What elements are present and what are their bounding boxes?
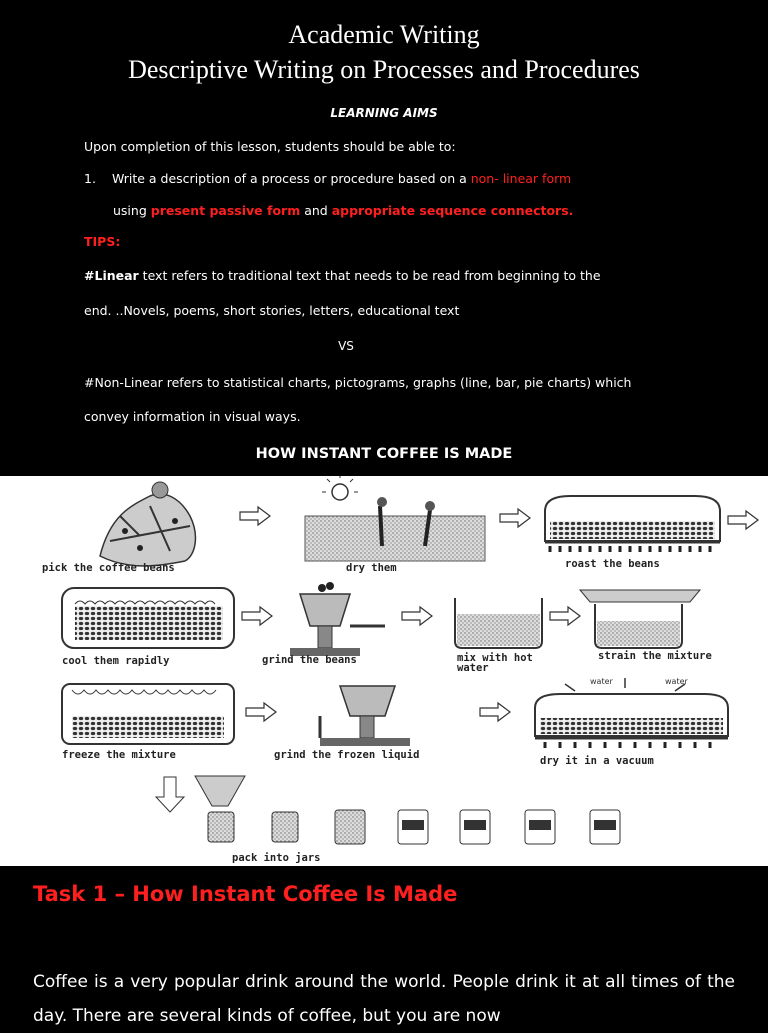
aim-item-1-line-2 xyxy=(113,203,573,218)
freeze-mixture-illustration xyxy=(62,684,234,744)
aim-item-1 xyxy=(84,171,571,186)
step-freeze-mixture: freeze the mixture xyxy=(62,749,176,761)
step-vacuum-dry: dry it in a vacuum xyxy=(540,755,654,767)
strain-mixture-illustration xyxy=(580,590,700,648)
aim-item-text: Write a description of a process or procedure based on a xyxy=(111,171,471,186)
process-illustrations xyxy=(0,476,768,866)
aims-intro: Upon completion of this lesson, students should be able to: xyxy=(84,139,456,154)
grinder-illustration xyxy=(290,582,385,656)
coffee-process-diagram xyxy=(0,476,768,866)
step-grind-frozen: grind the frozen liquid xyxy=(274,749,420,761)
step-roast-beans: roast the beans xyxy=(565,558,660,570)
tip-linear-line-1 xyxy=(84,268,601,283)
water-label-1: water xyxy=(590,677,613,686)
tips-heading: TIPS: xyxy=(84,234,121,249)
linear-label: #Linear xyxy=(84,268,139,283)
page-title: Academic Writing xyxy=(288,20,480,49)
versus-label: VS xyxy=(338,339,354,353)
pack-jars-illustration xyxy=(195,776,620,844)
step-strain-mixture: strain the mixture xyxy=(598,650,712,662)
step-grind-beans: grind the beans xyxy=(262,654,357,666)
diagram-heading: HOW INSTANT COFFEE IS MADE xyxy=(255,446,513,462)
aim-highlight-passive: present passive form xyxy=(150,203,301,218)
mix-water-illustration xyxy=(455,598,542,648)
page-subtitle: Descriptive Writing on Processes and Procedures xyxy=(128,55,640,84)
vacuum-dry-illustration xyxy=(535,677,728,748)
aim-item-number: 1. xyxy=(84,171,96,186)
tip-nonlinear-line-1: #Non-Linear refers to statistical charts, pictograms, graphs (line, bar, pie charts) which xyxy=(84,375,632,390)
task-paragraph: Coffee is a very popular drink around the world. People drink it at all times of the day. There are several kinds of coffee, but you are now xyxy=(33,972,735,1026)
aim-highlight-nonlinear: non- linear form xyxy=(470,171,572,186)
pick-beans-illustration xyxy=(100,482,195,566)
linear-text: text refers to traditional text that needs to be read from beginning to the xyxy=(138,268,601,283)
step-pack-jars: pack into jars xyxy=(232,852,321,864)
aim-text-and: and xyxy=(300,203,332,218)
step-mix-water-line-1: mix with hot xyxy=(457,652,533,664)
aim-text-using: using xyxy=(113,203,151,218)
step-mix-water-line-2: water xyxy=(457,662,489,674)
step-cool-beans: cool them rapidly xyxy=(62,655,170,667)
step-pick-beans: pick the coffee beans xyxy=(42,562,175,574)
learning-aims-heading: LEARNING AIMS xyxy=(330,106,438,120)
aim-highlight-connectors: appropriate sequence connectors. xyxy=(331,203,574,218)
cool-beans-illustration xyxy=(62,588,234,648)
water-label-2: water xyxy=(665,677,688,686)
dry-beans-illustration xyxy=(305,476,485,561)
tip-linear-line-2: end. ..Novels, poems, short stories, letters, educational text xyxy=(84,303,460,318)
grind-frozen-illustration xyxy=(320,686,410,746)
tip-nonlinear-line-2: convey information in visual ways. xyxy=(84,409,301,424)
step-dry-them: dry them xyxy=(346,562,397,574)
task-title: Task 1 – How Instant Coffee Is Made xyxy=(33,882,458,906)
intro-section xyxy=(0,0,768,476)
roast-beans-illustration xyxy=(545,496,720,552)
